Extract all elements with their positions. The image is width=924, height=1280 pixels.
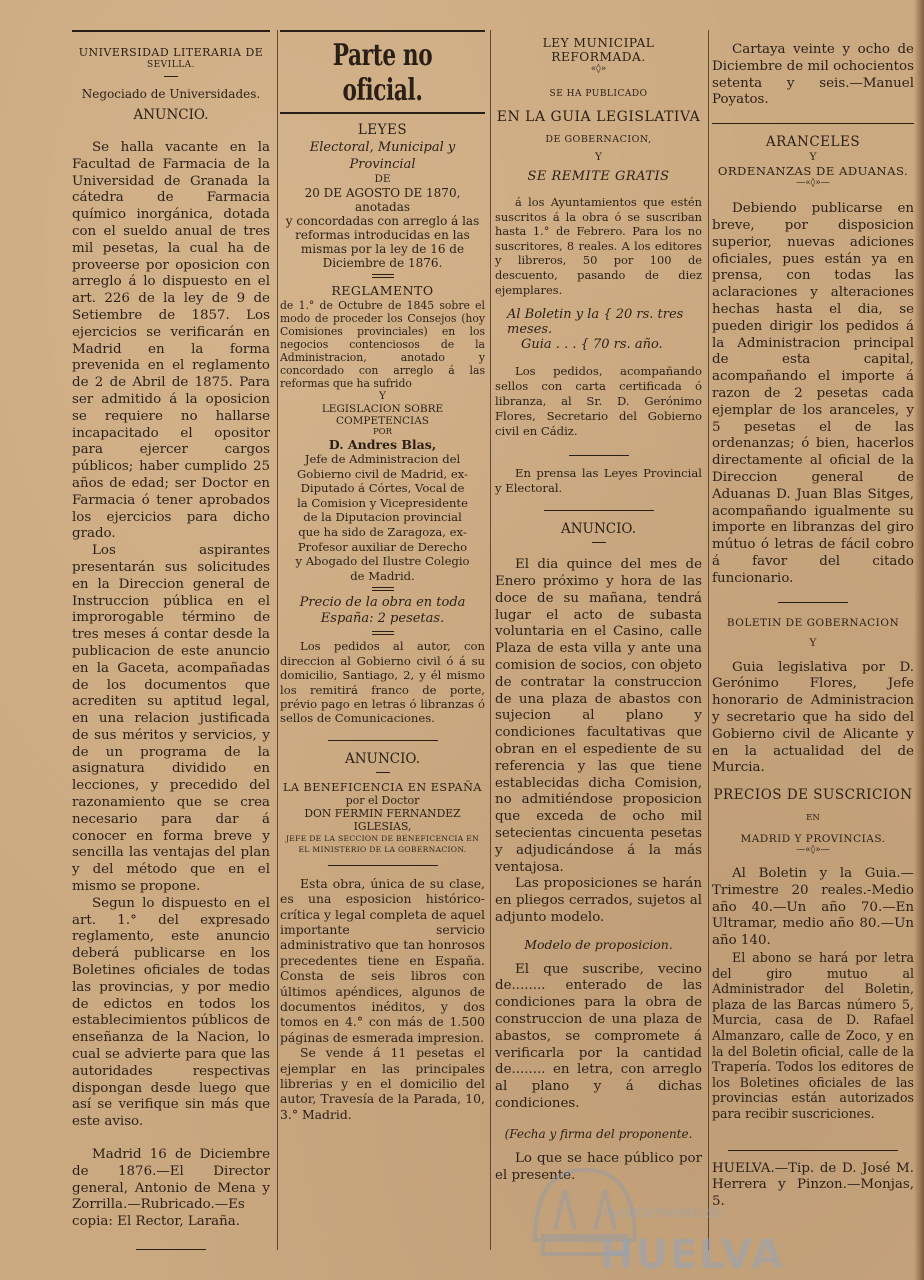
doctor-title: JEFE DE LA SECCION DE BENEFICENCIA EN EL MINISTERIO DE LA GOBERNACION. [285, 833, 480, 854]
paragraph: Al Boletin y la Guia.—Trimestre 20 reales.-Medio año 40.—Un año 70.—En Ultramar, medio año 80.—Un año 140. [712, 866, 914, 949]
fecha-firma: (Fecha y firma del proponente. [504, 1126, 693, 1141]
leyes-heading: LEYES [357, 122, 408, 138]
boletin-heading: BOLETIN DE GOBERNACION [726, 616, 900, 629]
paragraph: Los aspirantes presentarán sus solicitudes en la Direccion general de Instruccion pública en el improrogable término de tres meses á contar desde la publicacion de este anuncio en la Gaceta, acompañadas de los documentos que acrediten su aptitud legal, en una relacion justificada de sus méritos y servicios, y de un programa de la asignatura dividido en lecciones, y precedido del razonamiento que se crea necesario para dar á conocer en forma breve y sencilla las ventajas del plan y del método que en el mismo se propone. [72, 543, 270, 895]
aranceles-heading: ARANCELES [765, 134, 861, 151]
page-edge [914, 0, 924, 1280]
ornament: —«◊»— [796, 178, 830, 189]
doctor-name: DON FERMIN FERNANDEZ IGLESIAS, [304, 806, 461, 833]
university-city: SEVILLA. [146, 60, 196, 70]
legislacion-heading: LEGISLACION SOBRE COMPETENCIAS [321, 403, 444, 427]
ley-municipal-heading: LEY MUNICIPAL REFORMADA. [542, 36, 655, 64]
paragraph: Se halla vacante en la Facultad de Farmacia de la Universidad de Granada la cátedra de Farmacia químico inorgánica, dotada con el sueldo anual de tres mil pesetas, la cual ha de proveerse por oposicion con arreglo á lo dispuesto en el art. 226 de la ley de 9 de Setiembre de 1857. Los ejercicios se verificarán en Madrid en la forma prevenida en el reglamento de 2 de Abril de 1875. Para ser admitido á la oposicion se requiere no hallarse incapacitado el opositor para ejercer cargos públicos; haber cumplido 25 años de edad; ser Doctor en Farmacia ó tener aprobados los ejercicios para dicho grado. [72, 140, 270, 542]
column-2 [280, 30, 485, 1122]
por-doctor: por el Doctor [345, 793, 420, 807]
y-label: Y [379, 390, 386, 402]
paragraph: Segun lo dispuesto en el art. 1.° del expresado reglamento, este anuncio deberá publicarse en los Boletines oficiales de todas las provincias, y por medio de edictos en todos los establecimientos públicos de enseñanza de la Nacion, lo cual se advierte para que las autoridades respectivas dispongan desde luego que así se verifique sin más que este aviso. [72, 895, 270, 1130]
column-3 [495, 30, 702, 1184]
y-label: Y [809, 151, 817, 164]
leyes-subtitle: Electoral, Municipal y Provincial [309, 140, 456, 172]
precios-heading: PRECIOS DE SUSCRICION [713, 787, 913, 804]
guia-legislativa: EN LA GUIA LEGISLATIVA [496, 109, 701, 125]
anuncio-heading: ANUNCIO. [345, 750, 420, 767]
signature-paragraph: Madrid 16 de Diciembre de 1876.—El Director general, Antonio de Mena y Zorrilla.—Rubricado.—Es copia: El Rector, Laraña. [72, 1147, 270, 1230]
date-line: 20 DE AGOSTO DE 1870, [304, 186, 461, 200]
beneficencia-title: LA BENEFICENCIA EN ESPAÑA [282, 780, 482, 794]
madrid-heading: MADRID Y PROVINCIAS. [740, 833, 886, 846]
guia-price: Guia . . . { 70 rs. año. [521, 337, 663, 353]
author-description: Jefe de Administracion del Gobierno civil de Madrid, ex-Diputado á Córtes, Vocal de la Comision y Vicepresidente de la Diputacion provincial que ha sido de Zaragoza, ex-Profesor auxiliar de Derecho y Abogado del Ilustre Colegio de Madrid. [295, 452, 470, 583]
y-label: Y [595, 151, 602, 163]
author-name: D. Andres Blas, [328, 437, 437, 452]
imprint: HUELVA.—Tip. de D. José M. Herrera y Pinzon.—Monjas, 5. [712, 1160, 914, 1210]
pedidos-text: Los pedidos, acompañando sellos con carta certificada ó libranza, al Sr. D. Gerónimo Flores, Secretario del Gobierno civil en Cádiz. [495, 364, 702, 439]
paragraph: El abono se hará por letra del giro mutuo al Administrador del Boletin, plaza de las Barcas número 5, Murcia, casa de D. Rafael Almanzaro, calle de Zoco, y en la del Boletin oficial, calle de la Trapería. Todos los editores de los Boletines oficiales de las provincias están autorizados para recibir suscriciones. [712, 950, 914, 1122]
gobernacion: DE GOBERNACION, [545, 134, 652, 145]
paragraph: El dia quince del mes de Enero próximo y hora de las doce de su mañana, tendrá lugar el acto de subasta voluntaria en el Casino, calle Plaza de esta villa y ante una comision de socios, con objeto de contratar la construccion de una plaza de abastos con sujecion al plano y condiciones facultativas que obran en el espediente de su referencia y las que tiene establecidas dicha Comision, no admitiéndose proposicion que exceda de ocho mil setecientas cincuenta pesetas y adjudicándose á la más ventajosa. [495, 557, 702, 875]
de-label: DE [374, 173, 391, 185]
modelo-heading: Modelo de proposicion. [524, 936, 673, 952]
price-line: Precio de la obra en toda España: 2 pesetas. [299, 595, 466, 627]
ordenanzas-heading: ORDENANZAS DE ADUANAS. [717, 164, 909, 179]
ornament: «◊» [590, 64, 607, 74]
cartaya-text: Cartaya veinte y ocho de Diciembre de mil ochocientos setenta y seis.—Manuel Poyatos. [712, 42, 914, 108]
column-1 [72, 30, 270, 1260]
obra-text: Esta obra, única de su clase, es una esposicion histórico-crítica y legal completa de aquel importante servicio administrativo que tan honrosos precedentes tiene en España. Consta de seis libros con últimos apéndices, algunos de documentos inéditos, y dos tomos en 4.° con más de 1.500 páginas de esmerada impresion. [280, 875, 485, 1045]
university-header: UNIVERSIDAD LITERARIA DE [78, 46, 264, 59]
pedidos-text: Los pedidos al autor, con direccion al Gobierno civil ó á su domicilio, Santiago, 2, y él mismo los remitirá franco de porte, prévio pago en letras ó libranzas ó sellos de Comunicaciones. [280, 639, 485, 726]
column-rule [490, 30, 491, 1250]
paragraph: Las proposiciones se harán en pliegos cerrados, sujetos al adjunto modelo. [495, 876, 702, 925]
boletin-price: Al Boletin y la { 20 rs. tres meses. [507, 307, 684, 338]
paragraph: Guia legislativa por D. Gerónimo Flores, Jefe honorario de Administracion y secretario que ha sido del Gobierno civil de Alicante y en la actualidad del de Murcia. [712, 659, 914, 776]
top-rule [72, 30, 270, 32]
por-label: POR [372, 427, 393, 437]
paragraph: Debiendo publicarse en breve, por disposicion superior, nuevas adiciones oficiales, pues están ya en prensa, con todas las aclaraciones y alteraciones hechas hasta el dia, se pueden dirigir los pedidos á la Administracion principal de esta capital, acompañando el importe á razon de 2 pesetas cada ejemplar de los aranceles, y 5 pesetas el de las ordenanzas; ó bien, hacerlos directamente al oficial de la Direccion general de Aduanas D. Juan Blas Sitges, acompañando igualmente su importe en libranzas del giro mútuo ó letras de fácil cobro á favor del citado funcionario. [712, 201, 914, 586]
watermark-text: HUELVA [600, 1232, 785, 1278]
reglamento-text: de 1.° de Octubre de 1845 sobre el modo de proceder los Consejos (hoy Comisiones provinciales) en los negocios contenciosos de la Administracion, anotado y concordado con arreglo á las reformas que ha sufrido [280, 299, 485, 390]
department: Negociado de Universidades. [81, 87, 261, 101]
column-rule [708, 30, 709, 1250]
column-4 [712, 30, 914, 1211]
paragraph: El que suscribe, vecino de........ enterado de las condiciones para la obra de construccion de una plaza de abastos, se compromete á verificarla por la cantidad de........ en letra, con arreglo al plano y á dichas condiciones. [495, 961, 702, 1112]
watermark-subtitle: Ayuntamiento de [603, 1205, 723, 1221]
column-rule [277, 30, 278, 1250]
en-label: EN [806, 813, 820, 824]
anuncio-heading: ANUNCIO. [561, 521, 636, 538]
remite-gratis: SE REMITE GRATIS [527, 169, 670, 184]
vende-text: Se vende á 11 pesetas el ejemplar en las principales librerias y en el domicilio del autor, Travesía de la Parada, 10, 3.° Madrid. [280, 1045, 485, 1122]
paragraph: Lo que se hace público por el presente. [495, 1150, 702, 1183]
ornament: —«◊»— [796, 845, 830, 856]
anotadas: anotadas [354, 200, 411, 214]
anuncio-heading: ANUNCIO. [133, 107, 209, 123]
y-label: Y [809, 636, 817, 649]
concordadas-text: y concordadas con arreglo á las reformas introducidas en las mismas por la ley de 16 de Diciembre de 1876. [285, 214, 480, 270]
reglamento-heading: REGLAMENTO [331, 283, 434, 298]
se-ha-publicado: SE HA PUBLICADO [549, 89, 648, 99]
section-title: Parte no oficial. [332, 38, 433, 108]
remite-text: á los Ayuntamientos que estén suscritos á la obra ó se suscriban hasta 1.° de Febrero. Para los no suscritores, 8 reales. A los editores y libreros, 50 por 100 de descuento, pasando de diez ejemplares. [495, 195, 702, 297]
prensa-text: En prensa las Leyes Provincial y Electoral. [495, 466, 702, 496]
